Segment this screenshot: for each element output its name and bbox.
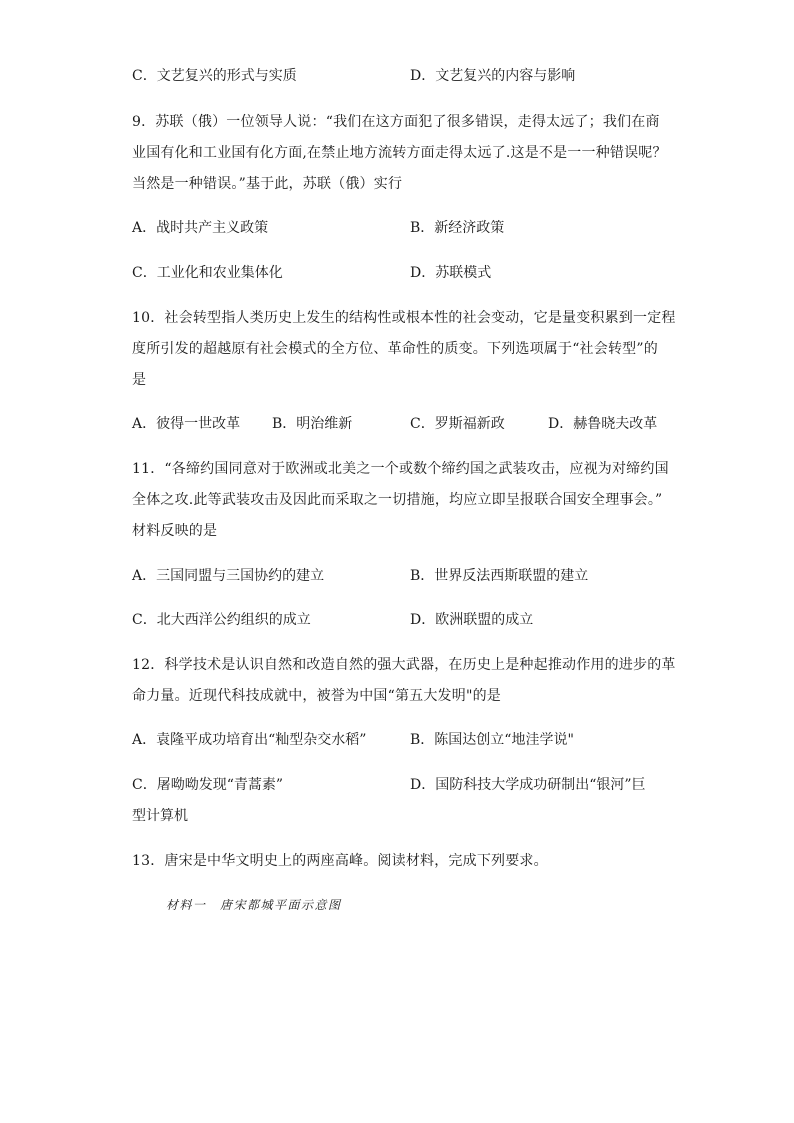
q10-stem-line3: 是 bbox=[132, 372, 147, 388]
q11-option-d: D．欧洲联盟的成立 bbox=[410, 612, 534, 628]
q10-option-b: B．明治维新 bbox=[272, 416, 353, 432]
q12-stem-line2: 命力量。近现代科技成就中，被誉为中国“第五大发明"的是 bbox=[132, 688, 501, 704]
q13-stem-line1: 13．唐宋是中华文明史上的两座高峰。阅读材料，完成下列要求。 bbox=[132, 853, 548, 869]
q12-option-b: B．陈国达创立“地洼学说" bbox=[410, 732, 574, 748]
q12-option-d-continued: 型计算机 bbox=[132, 808, 188, 824]
q10-stem-line2: 度所引发的超越原有社会模式的全方位、革命性的质变。下列选项属于“社会转型”的 bbox=[132, 341, 658, 357]
q12-option-d: D．国防科技大学成功研制出“银河”巨 bbox=[410, 777, 646, 793]
q12-option-a: A．袁隆平成功培育出“籼型杂交水稻” bbox=[132, 732, 367, 748]
q8-option-c: C．文艺复兴的形式与实质 bbox=[132, 68, 297, 84]
q8-option-d: D．文艺复兴的内容与影响 bbox=[410, 68, 576, 84]
q11-stem-line3: 材料反映的是 bbox=[132, 523, 218, 539]
q12-stem-line1: 12．科学技术是认识自然和改造自然的强大武器，在历史上是种起推动作用的进步的革 bbox=[132, 657, 676, 673]
q9-option-b: B．新经济政策 bbox=[410, 220, 505, 236]
q10-stem-line1: 10．社会转型指人类历史上发生的结构性或根本性的社会变动，它是量变积累到一定程 bbox=[132, 310, 676, 326]
q11-option-c: C．北大西洋公约组织的成立 bbox=[132, 612, 311, 628]
q9-stem-line2: 业国有化和工业国有化方面,在禁止地方流转方面走得太远了.这是不是一一种错误呢？ bbox=[132, 145, 667, 161]
q10-option-a: A．彼得一世改革 bbox=[132, 416, 241, 432]
q10-option-c: C．罗斯福新政 bbox=[410, 416, 505, 432]
q11-option-b: B．世界反法西斯联盟的建立 bbox=[410, 568, 589, 584]
q10-option-d: D．赫鲁晓夫改革 bbox=[548, 416, 658, 432]
q9-option-c: C．工业化和农业集体化 bbox=[132, 265, 283, 281]
q9-option-a: A．战时共产主义政策 bbox=[132, 220, 269, 236]
q11-stem-line1: 11．“各缔约国同意对于欧洲或北美之一个或数个缔约国之武装攻击，应视为对缔约国 bbox=[132, 461, 669, 477]
q11-option-a: A．三国同盟与三国协约的建立 bbox=[132, 568, 325, 584]
figure-caption: 材料一 唐宋都城平面示意图 bbox=[166, 898, 342, 912]
q9-stem-line3: 当然是一种错误。”基于此，苏联（俄）实行 bbox=[132, 176, 403, 192]
q11-stem-line2: 全体之攻.此等武装攻击及因此而采取之一切措施，均应立即呈报联合国安全理事会。” bbox=[132, 492, 663, 508]
q9-option-d: D．苏联模式 bbox=[410, 265, 492, 281]
q9-stem-line1: 9．苏联（俄）一位领导人说：“我们在这方面犯了很多错误，走得太远了；我们在商 bbox=[132, 114, 660, 130]
q12-option-c: C．屠呦呦发现“青蒿素” bbox=[132, 777, 284, 793]
